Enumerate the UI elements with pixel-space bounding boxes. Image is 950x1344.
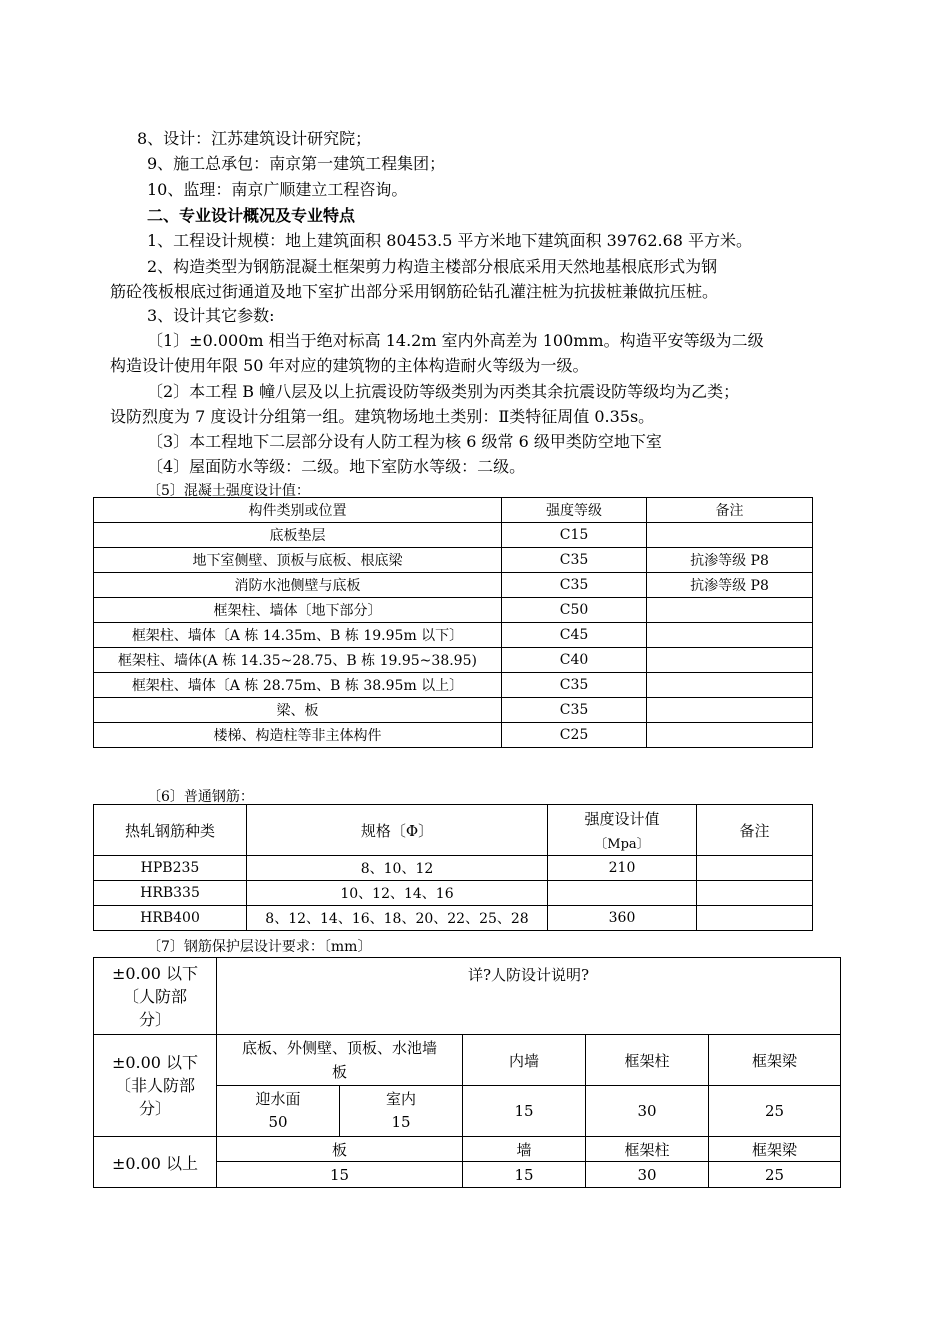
table-row: [94, 881, 813, 906]
strength-unit: 〔Mpa〕: [594, 837, 650, 852]
param6-caption: 〔6〕普通钢筋：: [147, 789, 254, 805]
civil-defense-label-line3: 分〕: [138, 1009, 171, 1029]
spec-cell: 8、10、12: [247, 856, 548, 881]
inner-wall-header: 内墙: [463, 1035, 586, 1086]
param7-caption: 〔7〕钢筋保护层设计要求：〔mm〕: [147, 939, 372, 955]
rebar-table: [93, 804, 813, 931]
table-row: [94, 598, 813, 623]
civil-defense-label: [94, 958, 217, 1035]
header-component: 构件类别或位置: [94, 498, 502, 523]
non-civil-defense-label-line2: 〔非人防部: [114, 1076, 195, 1095]
other-params: 3、设计其它参数:: [147, 306, 275, 325]
remark-cell: [647, 648, 813, 673]
above-column-value: 30: [586, 1162, 709, 1188]
component-cell: 框架柱、墙体〔A 栋 14.35m、B 栋 19.95m 以下〕: [94, 623, 502, 648]
contractor-item: 9、施工总承包：南京第一建筑工程集团；: [147, 154, 446, 173]
design-scale: 1、工程设计规模：地上建筑面积 80453.5 平方米地下建筑面积 39762.68 平方米。: [147, 231, 753, 250]
param4: 〔4〕屋面防水等级：二级。地下室防水等级：二级。: [147, 457, 526, 476]
param5-caption: 〔5〕混凝土强度设计值：: [147, 483, 310, 499]
above-beam-value: 25: [709, 1162, 841, 1188]
non-civil-defense-label-line3: 分〕: [138, 1099, 171, 1118]
upstream-face-label: 迎水面: [255, 1090, 301, 1108]
remark-cell: [697, 856, 813, 881]
grade-cell: C35: [502, 573, 647, 598]
frame-column-value: 30: [586, 1086, 709, 1137]
inner-wall-value: 15: [463, 1086, 586, 1137]
table-row: [94, 673, 813, 698]
table-row: [94, 523, 813, 548]
grade-cell: C15: [502, 523, 647, 548]
rebar-type-cell: HRB335: [94, 881, 247, 906]
bottom-slab-group-line2: 板: [331, 1063, 347, 1081]
param2-line1: 〔2〕本工程 B 幢八层及以上抗震设防等级类别为丙类其余抗震设防等级均为乙类；: [147, 382, 740, 401]
non-civil-defense-label-line1: ±0.00 以下: [111, 1053, 199, 1072]
grade-cell: C35: [502, 698, 647, 723]
above-column-header: 框架柱: [586, 1137, 709, 1162]
remark-cell: [647, 598, 813, 623]
component-cell: 底板垫层: [94, 523, 502, 548]
table-row: [94, 856, 813, 881]
table-row: [94, 623, 813, 648]
spec-cell: 10、12、14、16: [247, 881, 548, 906]
rebar-type-cell: HPB235: [94, 856, 247, 881]
grade-cell: C25: [502, 723, 647, 748]
civil-defense-row: [94, 958, 841, 1035]
section-heading: 二、专业设计概况及专业特点: [147, 206, 356, 225]
indoor-label: 室内: [385, 1090, 416, 1108]
remark-cell: [647, 723, 813, 748]
remark-cell: [647, 623, 813, 648]
component-cell: 框架柱、墙体〔A 栋 28.75m、B 栋 38.95m 以上〕: [94, 673, 502, 698]
slab-header: 板: [217, 1137, 463, 1162]
spec-cell: 8、12、14、16、18、20、22、25、28: [247, 906, 548, 931]
param1-line1: 〔1〕±0.000m 相当于绝对标高 14.2m 室内外高差为 100mm。构造平安等级为二级: [147, 331, 764, 350]
slab-value: 15: [217, 1162, 463, 1188]
remark-cell: 抗渗等级 P8: [647, 548, 813, 573]
supervision-item: 10、监理：南京广顺建立工程咨询。: [147, 180, 408, 199]
above-beam-header: 框架梁: [709, 1137, 841, 1162]
component-cell: 框架柱、墙体(A 栋 14.35~28.75、B 栋 19.95~38.95): [94, 648, 502, 673]
header-remark: 备注: [697, 805, 813, 856]
header-rebar-type: 热轧钢筋种类: [94, 805, 247, 856]
param3: 〔3〕本工程地下二层部分设有人防工程为核 6 级常 6 级甲类防空地下室: [147, 432, 662, 451]
structure-type-line1: 2、构造类型为钢筋混凝土框架剪力构造主楼部分根底采用天然地基根底形式为钢: [147, 257, 718, 276]
strength-cell: 360: [548, 906, 697, 931]
civil-defense-label-line2: 〔人防部: [122, 986, 187, 1006]
indoor-value: 15: [391, 1113, 411, 1131]
frame-beam-header: 框架梁: [709, 1035, 841, 1086]
strength-cell: [548, 881, 697, 906]
above-ground-label: ±0.00 以上: [94, 1137, 217, 1188]
grade-cell: C50: [502, 598, 647, 623]
component-cell: 梁、板: [94, 698, 502, 723]
upstream-face-value: 50: [268, 1113, 288, 1131]
non-civil-defense-header-row: [94, 1035, 841, 1086]
table-header-row: [94, 498, 813, 523]
component-cell: 楼梯、构造柱等非主体构件: [94, 723, 502, 748]
indoor-cell: [340, 1086, 463, 1137]
rebar-type-cell: HRB400: [94, 906, 247, 931]
strength-title: 强度设计值: [584, 810, 660, 828]
table-header-row: [94, 805, 813, 856]
grade-cell: C35: [502, 548, 647, 573]
non-civil-defense-label: [94, 1035, 217, 1137]
remark-cell: [647, 523, 813, 548]
table-row: [94, 548, 813, 573]
table-row: [94, 906, 813, 931]
table-row: [94, 573, 813, 598]
remark-cell: [647, 698, 813, 723]
table-row: [94, 723, 813, 748]
header-remark: 备注: [647, 498, 813, 523]
bottom-slab-group-line1: 底板、外侧壁、顶板、水池墙: [241, 1039, 437, 1057]
component-cell: 地下室侧壁、顶板与底板、根底梁: [94, 548, 502, 573]
civil-defense-label-line1: ±0.00 以下: [111, 963, 199, 983]
bottom-slab-group: [217, 1035, 463, 1086]
design-item: 8、设计：江苏建筑设计研究院；: [137, 129, 372, 148]
wall-value: 15: [463, 1162, 586, 1188]
header-strength: [548, 805, 697, 856]
grade-cell: C45: [502, 623, 647, 648]
above-ground-header-row: [94, 1137, 841, 1162]
civil-defense-note: 详?人防设计说明?: [217, 958, 841, 1035]
remark-cell: [697, 906, 813, 931]
header-spec: 规格〔Φ〕: [247, 805, 548, 856]
remark-cell: [647, 673, 813, 698]
component-cell: 框架柱、墙体〔地下部分〕: [94, 598, 502, 623]
remark-cell: 抗渗等级 P8: [647, 573, 813, 598]
param1-line2: 构造设计使用年限 50 年对应的建筑物的主体构造耐火等级为一级。: [110, 356, 589, 375]
header-grade: 强度等级: [502, 498, 647, 523]
rebar-cover-table: [93, 957, 841, 1188]
remark-cell: [697, 881, 813, 906]
table-row: [94, 648, 813, 673]
grade-cell: C40: [502, 648, 647, 673]
frame-beam-value: 25: [709, 1086, 841, 1137]
wall-header: 墙: [463, 1137, 586, 1162]
param2-line2: 设防烈度为 7 度设计分组第一组。建筑物场地土类别：Ⅱ类特征周值 0.35s。: [110, 407, 655, 426]
structure-type-line2: 筋砼筏板根底过街通道及地下室扩出部分采用钢筋砼钻孔灌注桩为抗拔桩兼做抗压桩。: [110, 282, 719, 301]
table-row: [94, 698, 813, 723]
strength-cell: 210: [548, 856, 697, 881]
upstream-face-cell: [217, 1086, 340, 1137]
frame-column-header: 框架柱: [586, 1035, 709, 1086]
grade-cell: C35: [502, 673, 647, 698]
concrete-strength-table: [93, 497, 813, 748]
component-cell: 消防水池侧壁与底板: [94, 573, 502, 598]
